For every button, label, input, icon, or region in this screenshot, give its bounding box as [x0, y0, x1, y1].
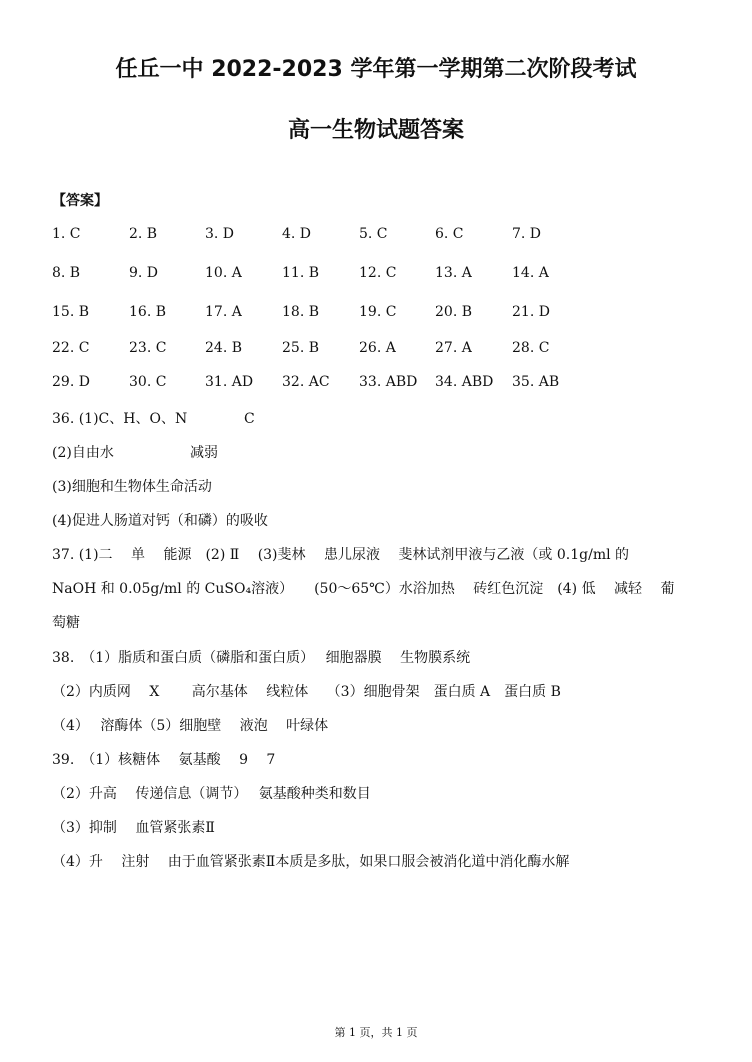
page-subtitle: 高一生物试题答案 — [287, 118, 464, 143]
mc-answer: 14. A — [512, 265, 549, 281]
mc-answer: 33. ABD — [359, 374, 418, 390]
q36-part2-answer: (2)自由水 — [52, 445, 114, 461]
q36-part2-trend: 减弱 — [190, 445, 218, 461]
mc-answer: 17. A — [205, 304, 242, 320]
mc-answer: 26. A — [359, 340, 396, 356]
mc-answer: 24. B — [205, 340, 243, 356]
mc-answer: 5. C — [359, 226, 388, 242]
mc-answer: 20. B — [435, 304, 473, 320]
mc-answer: 8. B — [52, 265, 81, 281]
q37-line-1: 37. (1)二 单 能源 (2) Ⅱ (3)斐林 患儿尿液 斐林试剂甲液与乙液（或 0.1g/ml 的 — [52, 547, 630, 563]
mc-answer: 1. C — [52, 226, 81, 242]
q38-line-1: 38. （1）脂质和蛋白质（磷脂和蛋白质） 细胞器膜 生物膜系统 — [52, 650, 471, 666]
mc-answer: 25. B — [282, 340, 320, 356]
q36-line-4: (4)促进人肠道对钙（和磷）的吸收 — [52, 513, 268, 529]
mc-answer: 3. D — [205, 226, 235, 242]
mc-answer: 30. C — [129, 374, 167, 390]
mc-answer: 35. AB — [512, 374, 560, 390]
mc-answer: 7. D — [512, 226, 542, 242]
mc-answer: 10. A — [205, 265, 242, 281]
q39-line-2: （2）升高 传递信息（调节） 氨基酸种类和数目 — [52, 786, 371, 802]
mc-answer: 4. D — [282, 226, 312, 242]
page-footer: 第 1 页，共 1 页 — [334, 1026, 418, 1039]
q36-part1-answer: 36. (1)C、H、O、N — [52, 411, 188, 427]
mc-answer: 22. C — [52, 340, 90, 356]
q38-line-3: （4） 溶酶体（5）细胞壁 液泡 叶绿体 — [52, 718, 329, 734]
mc-answer: 28. C — [512, 340, 550, 356]
q37-line-3: 萄糖 — [52, 615, 80, 631]
mc-answer: 9. D — [129, 265, 159, 281]
q36-part1-element: C — [244, 411, 255, 427]
mc-answer: 12. C — [359, 265, 397, 281]
mc-answer: 15. B — [52, 304, 90, 320]
mc-answer: 31. AD — [205, 374, 254, 390]
q39-line-1: 39. （1）核糖体 氨基酸 9 7 — [52, 752, 276, 768]
q39-line-4: （4）升 注射 由于血管紧张素Ⅱ本质是多肽，如果口服会被消化道中消化酶水解 — [52, 854, 570, 870]
mc-answer: 34. ABD — [435, 374, 494, 390]
mc-answer: 6. C — [435, 226, 464, 242]
q36-line-3: (3)细胞和生物体生命活动 — [52, 479, 212, 495]
mc-answer: 23. C — [129, 340, 167, 356]
mc-answer: 2. B — [129, 226, 158, 242]
q36-line-1 — [52, 408, 255, 428]
mc-answer: 29. D — [52, 374, 90, 390]
mc-answer: 21. D — [512, 304, 550, 320]
mc-answer: 11. B — [282, 265, 320, 281]
answer-heading: 【答案】 — [52, 193, 108, 209]
q36-line-2 — [52, 442, 218, 462]
q37-line-2: NaOH 和 0.05g/ml 的 CuSO₄溶液） (50～65℃）水浴加热 砖红色沉淀 (4) 低 减轻 葡 — [52, 581, 675, 597]
mc-answer: 27. A — [435, 340, 472, 356]
q38-line-2: （2）内质网 X 高尔基体 线粒体 （3）细胞骨架 蛋白质 A 蛋白质 B — [52, 684, 561, 700]
page-title: 任丘一中 2022-2023 学年第一学期第二次阶段考试 — [115, 57, 637, 82]
mc-answer: 19. C — [359, 304, 397, 320]
mc-answer: 13. A — [435, 265, 472, 281]
mc-answer: 32. AC — [282, 374, 330, 390]
q39-line-3: （3）抑制 血管紧张素Ⅱ — [52, 820, 215, 836]
mc-answer: 16. B — [129, 304, 167, 320]
mc-answer: 18. B — [282, 304, 320, 320]
